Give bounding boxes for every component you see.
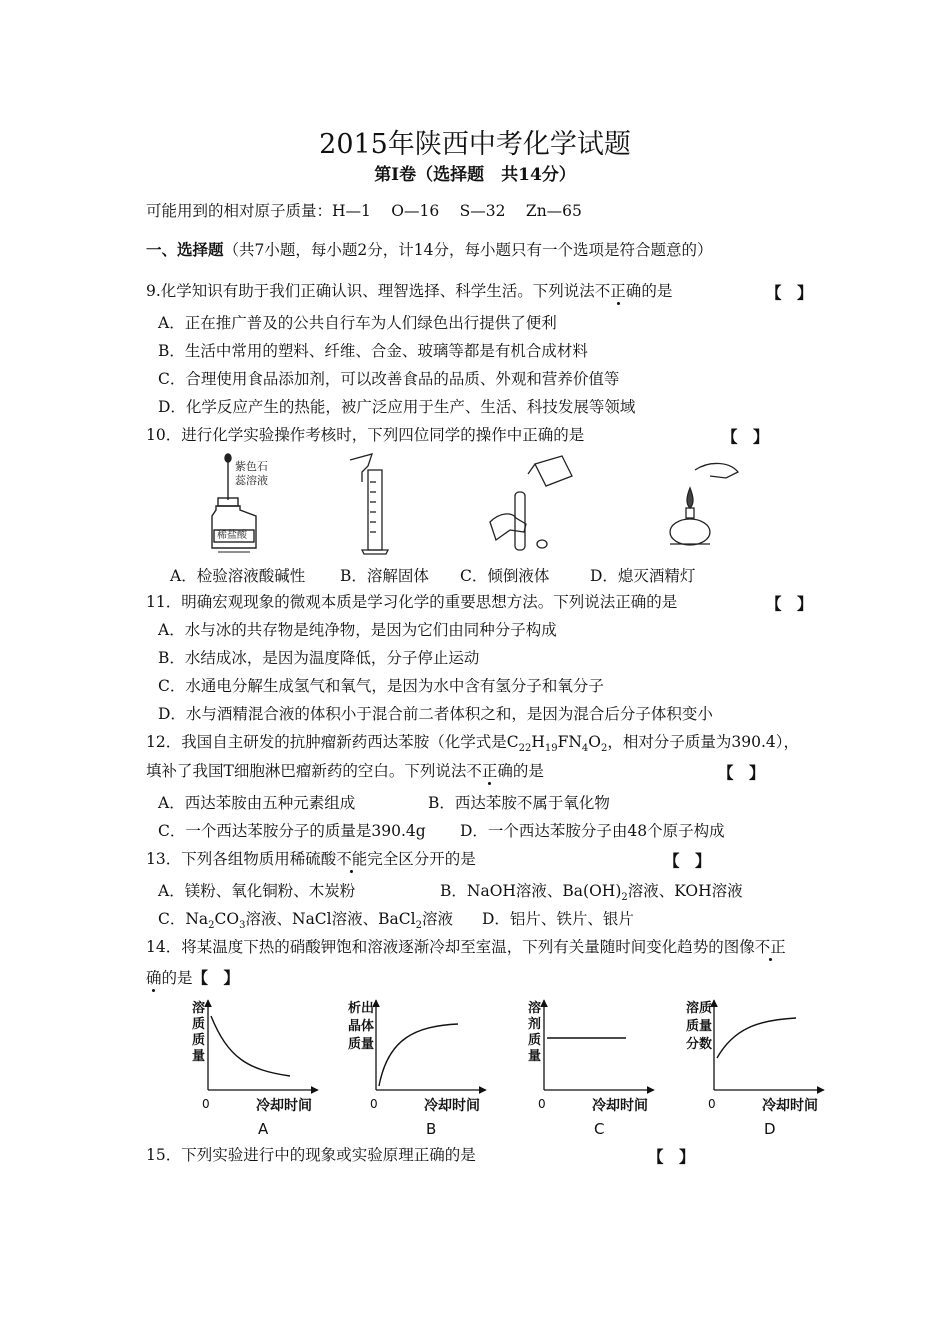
x-axis-label: 冷却时间 bbox=[256, 1098, 312, 1114]
y-axis-label: 溶质 bbox=[686, 1001, 713, 1016]
x-axis-label: 冷却时间 bbox=[592, 1098, 648, 1114]
y-axis-label: 溶 bbox=[528, 1001, 542, 1016]
page-title: 2015年陕西中考化学试题 bbox=[319, 129, 631, 160]
q13-answer-bracket: 【 】 bbox=[664, 851, 711, 870]
y-axis-label: 量 bbox=[528, 1049, 542, 1064]
graph-letter: B bbox=[426, 1120, 437, 1138]
x-axis-label: 冷却时间 bbox=[424, 1098, 480, 1114]
q13-optc-text-b: CO bbox=[214, 910, 240, 928]
formula-o: O bbox=[588, 733, 602, 751]
section-heading bbox=[146, 240, 712, 260]
trend-curve bbox=[717, 1018, 796, 1058]
q9-emphasis: 不正确 bbox=[594, 282, 642, 300]
q12-option-a: A．西达苯胺由五种元素组成 bbox=[158, 794, 356, 812]
q9-answer-bracket: 【 】 bbox=[766, 283, 813, 302]
q10-apparatus-figures bbox=[190, 452, 770, 560]
formula-sub-19: 19 bbox=[544, 743, 558, 755]
q9-option-d: D．化学反应产生的热能，被广泛应用于生产、生活、科技发展等领域 bbox=[158, 398, 636, 416]
y-axis-label: 质 bbox=[528, 1033, 542, 1048]
formula-sub-4: 4 bbox=[581, 743, 589, 755]
q14-graphs bbox=[150, 998, 818, 1138]
q13-optb-text-b: 溶液、KOH溶液 bbox=[627, 882, 743, 900]
q14-stem-line1 bbox=[146, 937, 786, 957]
origin-label: 0 bbox=[370, 1097, 378, 1111]
formula-h: H bbox=[531, 733, 545, 751]
q14-emphasis-b: 确 bbox=[146, 969, 162, 987]
q13-optc-text-a: C．Na bbox=[158, 910, 209, 928]
dropper-label-line2: 蕊溶液 bbox=[235, 474, 268, 487]
cylinder-funnel-figure bbox=[350, 454, 388, 554]
graph-c bbox=[528, 1000, 654, 1138]
q9-option-b: B．生活中常用的塑料、纤维、合金、玻璃等都是有机合成材料 bbox=[158, 342, 588, 360]
q13-optb-sub: 2 bbox=[621, 892, 628, 904]
q12-option-d: D．一个西达苯胺分子由48个原子构成 bbox=[460, 822, 725, 840]
origin-label: 0 bbox=[708, 1097, 716, 1111]
q11-option-d: D．水与酒精混合液的体积小于混合前二者体积之和，是因为混合后分子体积变小 bbox=[158, 705, 713, 723]
graph-letter: A bbox=[258, 1120, 269, 1138]
formula-sub-2: 2 bbox=[601, 743, 608, 755]
y-axis-label: 质量 bbox=[348, 1037, 375, 1052]
q14-emphasis-a: 不正 bbox=[754, 938, 786, 956]
q14-stem-line2 bbox=[146, 968, 239, 988]
y-axis-label: 析出 bbox=[348, 1001, 375, 1016]
q14-text-b: 的是 bbox=[161, 969, 193, 987]
graph-b bbox=[348, 1000, 486, 1138]
q12-text-c: 填补了我国T细胞淋巴瘤新药的空白。下列说法 bbox=[146, 762, 467, 780]
y-axis-label: 晶体 bbox=[348, 1019, 375, 1034]
q13-option-c bbox=[158, 909, 453, 936]
q14-text-a: 14．将某温度下热的硝酸钾饱和溶液逐渐冷却至室温，下列有关量随时间变化趋势的图像 bbox=[146, 938, 755, 956]
q11-answer-bracket: 【 】 bbox=[766, 594, 813, 613]
section-note: （共7小题，每小题2分，计14分，每小题只有一个选项是符合题意的） bbox=[223, 241, 713, 259]
graph-letter: C bbox=[594, 1120, 605, 1138]
q13-optc-sub-2: 3 bbox=[239, 920, 246, 932]
section-label: 一、选择题 bbox=[146, 240, 224, 259]
q9-option-a: A．正在推广普及的公共自行车为人们绿色出行提供了便利 bbox=[158, 314, 557, 332]
trend-curve bbox=[379, 1024, 458, 1086]
y-axis-label: 质量 bbox=[686, 1019, 713, 1034]
q10-answer-bracket: 【 】 bbox=[722, 427, 769, 446]
y-axis-label: 质 bbox=[192, 1033, 206, 1048]
q13-optc-sub-1: 2 bbox=[208, 920, 215, 932]
y-axis-label: 分数 bbox=[686, 1037, 713, 1052]
bottle-label: 稀盐酸 bbox=[217, 530, 247, 541]
origin-label: 0 bbox=[538, 1097, 546, 1111]
q9-option-c: C．合理使用食品添加剂，可以改善食品的品质、外观和营养价值等 bbox=[158, 370, 620, 388]
graph-d bbox=[686, 1000, 824, 1138]
formula-sub-22: 22 bbox=[518, 743, 532, 755]
section-subtitle: 第Ⅰ卷（选择题 共14分） bbox=[374, 165, 576, 185]
q10-caption-d: D．熄灭酒精灯 bbox=[590, 567, 696, 585]
q13-option-d: D．铝片、铁片、银片 bbox=[482, 910, 634, 928]
q14-answer-bracket: 【 】 bbox=[192, 968, 240, 987]
atomic-mass-line: 可能用到的相对原子质量：H—1 O—16 S—32 Zn—65 bbox=[146, 202, 582, 220]
q15-stem: 15．下列实验进行中的现象或实验原理正确的是 bbox=[146, 1146, 476, 1164]
y-axis-label: 溶 bbox=[192, 1001, 206, 1016]
q13-optc-text-c: 溶液、NaCl溶液、BaCl bbox=[245, 910, 416, 928]
q9-stem bbox=[146, 281, 672, 301]
formula-fn: FN bbox=[557, 733, 582, 751]
q12-stem-line1 bbox=[146, 732, 799, 759]
y-axis-label: 质 bbox=[192, 1017, 206, 1032]
q12-option-c: C．一个西达苯胺分子的质量是390.4g bbox=[158, 822, 426, 840]
q12-answer-bracket: 【 】 bbox=[718, 763, 765, 782]
q11-stem: 11．明确宏观现象的微观本质是学习化学的重要思想方法。下列说法正确的是 bbox=[146, 593, 678, 611]
q12-text-b: ，相对分子质量为390.4）， bbox=[607, 733, 800, 751]
q12-option-b: B．西达苯胺不属于氧化物 bbox=[428, 794, 610, 812]
q13-text-b: 完全区分开的是 bbox=[367, 850, 476, 868]
q13-emphasis: 不能 bbox=[336, 850, 368, 868]
q13-text-a: 13．下列各组物质用稀硫酸 bbox=[146, 850, 337, 868]
q9-stem-end: 的是 bbox=[641, 282, 673, 300]
q13-optc-text-d: 溶液 bbox=[421, 910, 453, 928]
q12-emphasis: 不正确 bbox=[466, 762, 513, 780]
q13-stem bbox=[146, 849, 476, 869]
y-axis-label: 量 bbox=[192, 1049, 206, 1064]
q13-option-a: A．镁粉、氧化铜粉、木炭粉 bbox=[158, 882, 356, 900]
y-axis-label: 剂 bbox=[528, 1017, 542, 1032]
q10-stem: 10．进行化学实验操作考核时，下列四位同学的操作中正确的是 bbox=[146, 426, 585, 444]
q13-optb-text-a: B．NaOH溶液、Ba(OH) bbox=[440, 882, 622, 900]
q12-text-a: 12．我国自主研发的抗肿瘤新药西达苯胺（化学式是C bbox=[146, 733, 519, 751]
origin-label: 0 bbox=[202, 1097, 210, 1111]
q10-caption-b: B．溶解固体 bbox=[340, 567, 429, 585]
x-axis-label: 冷却时间 bbox=[762, 1098, 818, 1114]
q10-caption-c: C．倾倒液体 bbox=[460, 567, 550, 585]
q11-option-b: B．水结成冰，是因为温度降低，分子停止运动 bbox=[158, 649, 480, 667]
alcohol-lamp-figure bbox=[670, 463, 738, 545]
q12-stem-line2 bbox=[146, 761, 544, 781]
q11-option-a: A．水与冰的共存物是纯净物，是因为它们由同种分子构成 bbox=[158, 621, 557, 639]
graph-a bbox=[192, 1000, 318, 1138]
q11-option-c: C．水通电分解生成氢气和氧气，是因为水中含有氢分子和氧分子 bbox=[158, 677, 604, 695]
pouring-liquid-figure bbox=[490, 456, 572, 550]
q9-stem-text: 9.化学知识有助于我们正确认识、理智选择、科学生活。下列说法 bbox=[146, 282, 595, 300]
graph-letter: D bbox=[764, 1120, 776, 1138]
q13-option-b bbox=[440, 881, 743, 908]
q10-caption-a: A．检验溶液酸碱性 bbox=[170, 567, 306, 585]
trend-curve bbox=[211, 1016, 290, 1076]
q12-text-d: 的是 bbox=[512, 762, 544, 780]
q15-answer-bracket: 【 】 bbox=[648, 1147, 695, 1166]
dropper-label-line1: 紫色石 bbox=[235, 460, 268, 473]
q13-optc-sub-3: 2 bbox=[415, 920, 422, 932]
